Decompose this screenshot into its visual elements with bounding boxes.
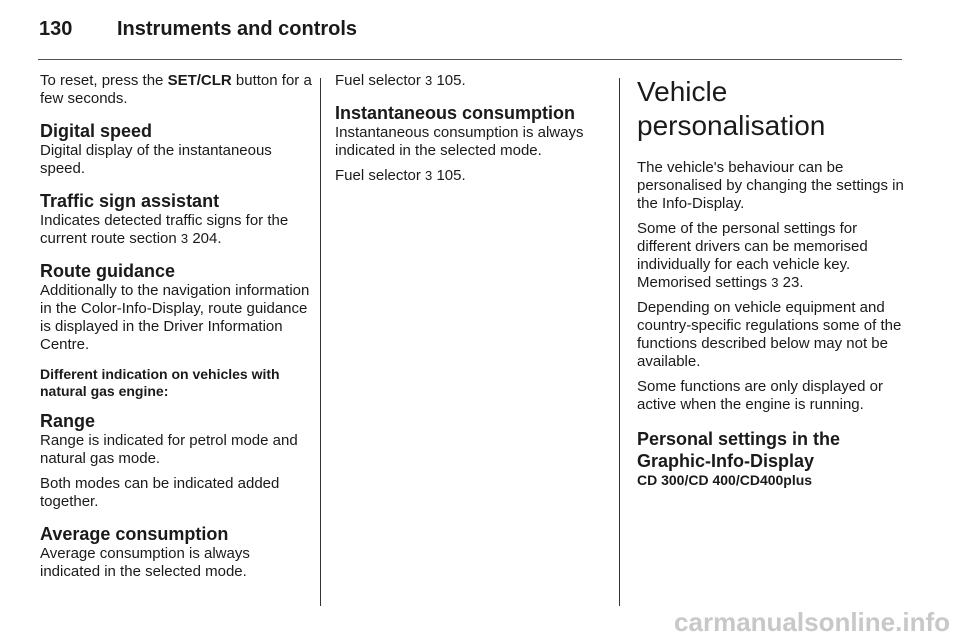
page-number: 130: [39, 18, 73, 40]
traffic-sign-text: Indicates detected traffic signs for the current route section 3 204.: [40, 212, 289, 247]
instantaneous-consumption-text: Instantaneous consumption is always indicated in the selected mode.: [335, 124, 584, 159]
personalisation-text-1: The vehicle's behaviour can be personalised by changing the settings in the Info-Display.: [637, 159, 904, 212]
section-title: Vehicle personalisation: [637, 76, 826, 141]
fuel-selector-ref-2: Fuel selector 3 105.: [335, 167, 466, 184]
route-guidance-text: Additionally to the navigation information in the Color-Info-Display, route guidance is displayed in the Driver Information Centre.: [40, 282, 310, 353]
traffic-sign-heading: Traffic sign assistant: [40, 191, 220, 211]
range-text-1: Range is indicated for petrol mode and natural gas mode.: [40, 432, 298, 467]
fuel-selector-ref-1: Fuel selector 3 105.: [335, 72, 466, 89]
digital-speed-heading: Digital speed: [40, 121, 153, 141]
page-title: Instruments and controls: [117, 18, 358, 40]
reference-arrow-icon: 3: [771, 275, 779, 290]
header-rule: [38, 59, 902, 60]
personalisation-text-3: Depending on vehicle equipment and country-specific regulations some of the functions described below may not be available.: [637, 299, 902, 370]
digital-speed-text: Digital display of the instantaneous speed.: [40, 142, 272, 177]
reference-arrow-icon: 3: [425, 168, 433, 183]
column-middle: [335, 72, 610, 192]
column-divider-2: [619, 78, 620, 606]
average-consumption-text: Average consumption is always indicated in the selected mode.: [40, 545, 250, 580]
column-right: [637, 72, 907, 489]
reset-paragraph: To reset, press the SET/CLR button for a few seconds.: [40, 72, 312, 107]
personalisation-text-4: Some functions are only displayed or active when the engine is running.: [637, 378, 883, 413]
personalisation-text-2: Some of the personal settings for different drivers can be memorised individually for each vehicle key. Memorised settings 3 23.: [637, 220, 868, 291]
route-guidance-heading: Route guidance: [40, 261, 176, 281]
set-clr-label: SET/CLR: [167, 72, 232, 89]
range-heading: Range: [40, 411, 96, 431]
page-reference[interactable]: 105.: [436, 72, 466, 89]
natural-gas-heading: Different indication on vehicles with natural gas engine:: [40, 366, 280, 399]
reference-arrow-icon: 3: [425, 73, 433, 88]
column-left: [40, 72, 312, 588]
page-header: [39, 18, 357, 41]
cd-models-subheading: CD 300/CD 400/CD400plus: [637, 472, 813, 488]
instantaneous-consumption-heading: Instantaneous consumption: [335, 103, 576, 123]
watermark: carmanualsonline.info: [674, 607, 950, 637]
page-reference[interactable]: 105.: [436, 167, 466, 184]
page-reference[interactable]: 23.: [782, 274, 804, 291]
range-text-2: Both modes can be indicated added together.: [40, 475, 280, 510]
page-reference[interactable]: 204.: [192, 230, 222, 247]
column-divider-1: [320, 78, 321, 606]
reference-arrow-icon: 3: [180, 231, 189, 246]
personal-settings-heading: Personal settings in the Graphic-Info-Display: [637, 429, 841, 471]
average-consumption-heading: Average consumption: [40, 524, 229, 544]
